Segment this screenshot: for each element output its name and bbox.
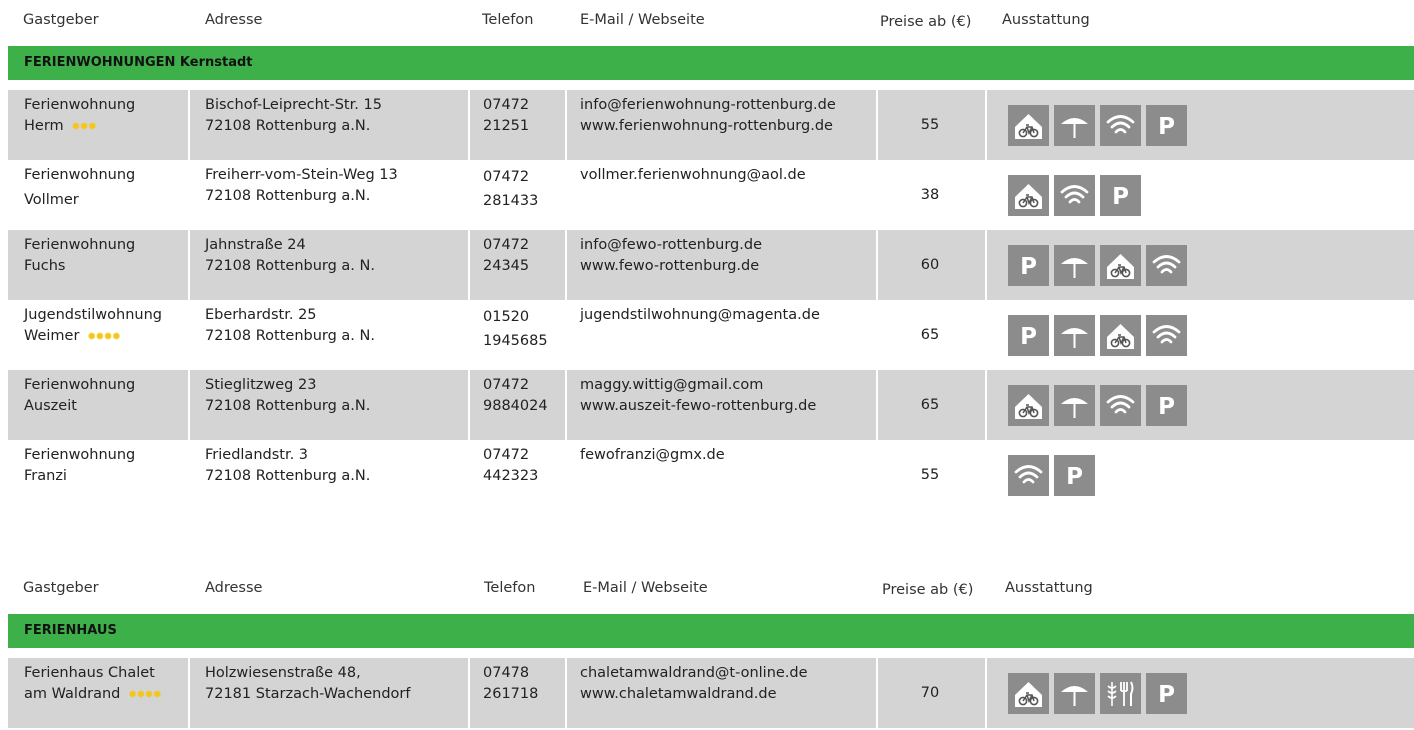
- amenities: [1008, 658, 1187, 728]
- host-name: Ferienwohnung Herm ✹✹✹: [24, 97, 136, 134]
- email-link[interactable]: info@fewo-rottenburg.de: [580, 237, 762, 253]
- table-row: [8, 658, 1414, 728]
- umbrella-icon: [1054, 673, 1095, 714]
- table-row: [8, 160, 1414, 230]
- contact: [580, 663, 808, 705]
- address: Bischof-Leiprecht-Str. 15 72108 Rottenburg a.N.: [205, 97, 382, 134]
- col-email: E-Mail / Webseite: [580, 12, 705, 28]
- website-link[interactable]: www.auszeit-fewo-rottenburg.de: [580, 398, 817, 414]
- wifi-icon: [1146, 315, 1187, 356]
- svg-text:P: P: [1112, 183, 1129, 210]
- bike-icon: [1008, 385, 1049, 426]
- bike-icon: [1008, 105, 1049, 146]
- section-band: [8, 614, 1414, 648]
- table-row: [8, 90, 1414, 160]
- parking-icon: [1146, 673, 1187, 714]
- email-link[interactable]: maggy.wittig@gmail.com: [580, 377, 764, 393]
- email-link[interactable]: fewofranzi@gmx.de: [580, 447, 725, 463]
- website-link[interactable]: www.fewo-rottenburg.de: [580, 258, 760, 274]
- umbrella-icon: [1054, 245, 1095, 286]
- rating-stars: ✹✹✹✹: [128, 688, 161, 701]
- address: Holzwiesenstraße 48, 72181 Starzach-Wachendorf: [205, 665, 411, 702]
- website-link[interactable]: www.ferienwohnung-rottenburg.de: [580, 118, 833, 134]
- phone: 07472 281433: [483, 169, 539, 209]
- contact: [580, 305, 820, 326]
- bike-icon: [1008, 175, 1049, 216]
- price: 65: [920, 327, 940, 343]
- section-band: [8, 46, 1414, 80]
- col-phone: Telefon: [482, 12, 534, 28]
- table-row: [8, 300, 1414, 370]
- phone: 07472 24345: [483, 237, 530, 274]
- price: 55: [920, 467, 940, 483]
- col-amenities: Ausstattung: [1002, 12, 1090, 28]
- parking-icon: [1146, 105, 1187, 146]
- price: 65: [920, 397, 940, 413]
- col-email: E-Mail / Webseite: [583, 580, 708, 596]
- amenities: [1008, 370, 1187, 440]
- contact: [580, 165, 806, 186]
- svg-text:P: P: [1020, 323, 1037, 350]
- svg-text:P: P: [1158, 113, 1175, 140]
- umbrella-icon: [1054, 385, 1095, 426]
- bike-icon: [1100, 245, 1141, 286]
- amenities: [1008, 440, 1095, 510]
- phone: 07472 442323: [483, 447, 539, 484]
- col-phone: Telefon: [484, 580, 536, 596]
- wifi-icon: [1146, 245, 1187, 286]
- host-name: Ferienwohnung Auszeit: [24, 377, 136, 414]
- address: Freiherr-vom-Stein-Weg 13 72108 Rottenburg a.N.: [205, 167, 398, 204]
- amenities: [1008, 160, 1141, 230]
- host-name: Ferienwohnung Vollmer: [24, 167, 136, 208]
- amenities: [1008, 230, 1187, 300]
- col-price: Preise ab (€): [882, 582, 974, 598]
- price: 38: [920, 187, 940, 203]
- price: 55: [920, 117, 940, 133]
- table-header: [0, 0, 1414, 40]
- phone: 07472 21251: [483, 97, 530, 134]
- parking-icon: [1008, 315, 1049, 356]
- email-link[interactable]: chaletamwaldrand@t-online.de: [580, 665, 808, 681]
- table-header: [0, 568, 1414, 608]
- contact: [580, 95, 836, 137]
- col-address: Adresse: [205, 580, 263, 596]
- bike-icon: [1008, 673, 1049, 714]
- table-row: [8, 230, 1414, 300]
- phone: 01520 1945685: [483, 309, 548, 349]
- rating-stars: ✹✹✹: [71, 120, 96, 133]
- restaurant-icon: [1100, 673, 1141, 714]
- wifi-icon: [1100, 385, 1141, 426]
- parking-icon: [1054, 455, 1095, 496]
- parking-icon: [1008, 245, 1049, 286]
- address: Friedlandstr. 3 72108 Rottenburg a.N.: [205, 447, 371, 484]
- phone: 07472 9884024: [483, 377, 548, 414]
- table-row: [8, 370, 1414, 440]
- price: 70: [920, 685, 940, 701]
- contact: [580, 375, 816, 417]
- col-amenities: Ausstattung: [1005, 580, 1093, 596]
- contact: [580, 445, 725, 466]
- host-name: Ferienwohnung Franzi: [24, 447, 136, 484]
- col-price: Preise ab (€): [880, 14, 972, 30]
- bike-icon: [1100, 315, 1141, 356]
- col-host: Gastgeber: [23, 12, 99, 28]
- section-title: FERIENHAUS: [24, 623, 117, 638]
- email-link[interactable]: jugendstilwohnung@magenta.de: [580, 307, 820, 323]
- table-row: [8, 440, 1414, 510]
- rating-stars: ✹✹✹✹: [87, 330, 120, 343]
- contact: [580, 235, 762, 277]
- svg-text:P: P: [1020, 253, 1037, 280]
- amenities: [1008, 300, 1187, 370]
- wifi-icon: [1008, 455, 1049, 496]
- parking-icon: [1146, 385, 1187, 426]
- svg-text:P: P: [1158, 393, 1175, 420]
- section-title: FERIENWOHNUNGEN Kernstadt: [24, 55, 253, 70]
- wifi-icon: [1100, 105, 1141, 146]
- host-name: Ferienhaus Chalet am Waldrand ✹✹✹✹: [24, 665, 161, 702]
- email-link[interactable]: vollmer.ferienwohnung@aol.de: [580, 167, 806, 183]
- amenities: [1008, 90, 1187, 160]
- wifi-icon: [1054, 175, 1095, 216]
- parking-icon: [1100, 175, 1141, 216]
- price: 60: [920, 257, 940, 273]
- phone: 07478 261718: [483, 665, 539, 702]
- host-name: Ferienwohnung Fuchs: [24, 237, 136, 274]
- address: Stieglitzweg 23 72108 Rottenburg a.N.: [205, 377, 371, 414]
- email-link[interactable]: info@ferienwohnung-rottenburg.de: [580, 97, 836, 113]
- umbrella-icon: [1054, 105, 1095, 146]
- col-address: Adresse: [205, 12, 263, 28]
- address: Jahnstraße 24 72108 Rottenburg a. N.: [205, 237, 375, 274]
- address: Eberhardstr. 25 72108 Rottenburg a. N.: [205, 307, 375, 344]
- umbrella-icon: [1054, 315, 1095, 356]
- svg-text:P: P: [1158, 681, 1175, 708]
- host-name: Jugendstilwohnung Weimer ✹✹✹✹: [24, 307, 162, 344]
- svg-text:P: P: [1066, 463, 1083, 490]
- website-link[interactable]: www.chaletamwaldrand.de: [580, 686, 777, 702]
- col-host: Gastgeber: [23, 580, 99, 596]
